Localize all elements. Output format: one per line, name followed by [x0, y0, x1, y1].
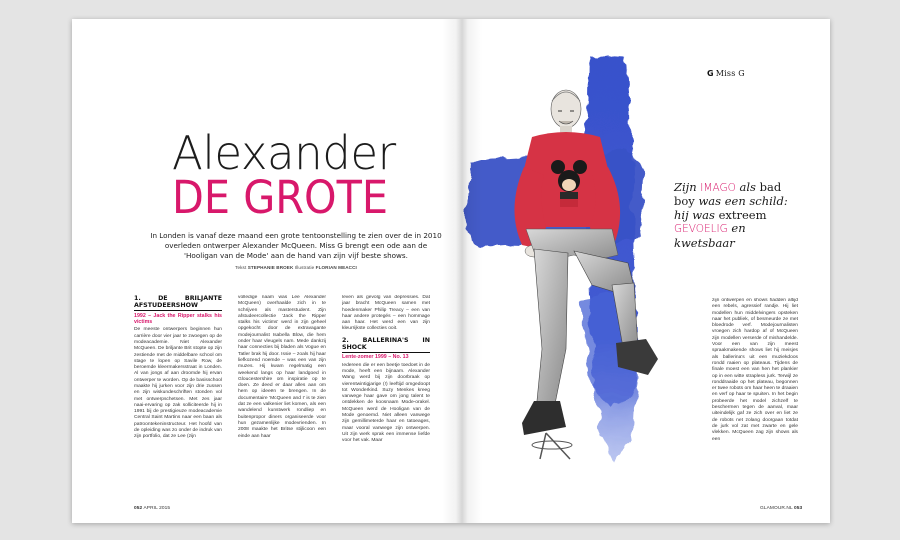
section-2-heading: 2. BALLERINA'S IN SHOCK — [342, 336, 430, 351]
body-column-1 — [134, 295, 222, 499]
credits-line — [150, 265, 442, 270]
column-1-text: De meeste ontwerpers beginnen hun carrière door vier jaar te zwoegen op de modeacademie. Niet Alexander McQueen. De briljante Brit stopte op zijn zestiende met de middelbare school om stage te lopen op Savile Row, de beroemde kleermakersstraat in Londen. Al van jongs af aan droomde hij ervan ontwerper te worden. Op de basisschool maakte hij jurken voor zijn drie zussen en zijn wiskundeschriften stonden vol met ontwerpschetsen. Met zes jaar naai-ervaring op zak solliciteerde hij in 1991 bij de prestigieuze modeacademie Central Saint Martins naar een baan als patroontekeninstructeur. Het hoofd van de opleiding was zo onder de indruk van zijn portfolio, dat ze Lee (zijn — [134, 327, 222, 440]
issue-date: APRIL 2015 — [143, 506, 171, 511]
column-2-text: volledige naam was Lee Alexander McQueen) overhaalde zich in te schrijven als masterstudent. Zijn afstudeercollectie 'Jack the Ripper stalks his victims' werd in zijn geheel opgekocht door de extravagante modejournalist Isabella Blow, die hem onder haar vleugels nam. Mede dankzij haar connecties bij bladen als Vogue en Tatler brak hij door. Issie – zoals hij haar liefkozend noemde – was een van zijn muzes. Hij kwam regelmatig een weekend langs op haar landgoed in Gloucestershire om inspiratie op te doen. Ze deed er daar alles aan om hem op ideeën te brengen. In de documentaire 'McQueen and I' is te zien dat ze een valkenier liet komen, als een wandelend kunstwerk rondliep en buitenpropor diners organiseerde voor hun gezamenlijke modevrienden. In 2008 maakte het Britse stijlicoon een einde aan haar — [238, 295, 326, 439]
magazine-spread — [72, 19, 830, 523]
intro-paragraph: In Londen is vanaf deze maand een grote tentoonstelling te zien over de in 2010 overleden ontwerper Alexander McQueen. Miss G brengt een ode aan de 'Hooligan van de Mode' aan de hand van zijn vijf beste shows. — [150, 231, 442, 261]
body-column-3 — [342, 295, 430, 505]
credits-illustration-author: FLORIAN MEACCI — [315, 265, 357, 270]
quote-highlight-1: IMAGO — [700, 182, 736, 194]
brand-name: Miss G — [715, 69, 745, 78]
quote-part-4: was een schild: hij was — [674, 194, 788, 222]
portrait-illustration — [462, 49, 692, 469]
page-number-left: 052 — [134, 506, 143, 511]
right-column-text: zijn ontwerpen en shows hadden altijd een rebels, agressief randje. Hij liet modellen hun middelvingers opsteken naar het publiek, of besmeurde ze met bloedrode verf. Modejournalisten vroegen zich hardop af of McQueen zijn modellen verserde of mishandelde. Voor een van zijn meest spraakmakende shows liet hij meisjes als ballerina's uit een muziekdoos rondd raaien op plateaus. Tijdens de finale moest een van hen het plankier op in een witte strapless jurk. Terwijl ze ronddraaide op het plateau, begonnen er twee robots om haar heen te draaien en verf op haar te spuiten. In het begin probeerde het model zichzelf te beschermen tegen de aanval, maar uiteindelijk gaf ze zich over en liet ze de robots net zolang doorgaan totdat de jurk vol zat met zwarte en gele vlekken. McQueen zag zijn shows als een — [712, 298, 798, 442]
section-2-subheading: Lente-zomer 1999 – No. 13 — [342, 354, 409, 361]
section-2-rule — [342, 352, 430, 353]
article-headline — [172, 126, 407, 224]
section-1-rule — [134, 310, 222, 311]
credits-text-label: Tekst — [235, 265, 247, 270]
body-column-right — [712, 298, 798, 490]
quote-part-3: bad boy — [674, 180, 782, 209]
folio-right — [760, 506, 802, 511]
column-3-text-a: leven als gevolg van depressies. Dat jaar bracht McQueen samen met hoedenmaker Philip Treacy – een van haar andere protegés – een hommage aan haar. Het werd een van zijn kleurrijkste collecties ooit. — [342, 295, 430, 332]
section-brand-tag — [707, 69, 745, 78]
body-column-2 — [238, 295, 326, 505]
credits-text-author: STEPHANIE BROEK — [247, 265, 294, 270]
section-1-subheading: 1992 – Jack the Ripper stalks his victims — [134, 312, 222, 325]
page-number-right: 053 — [793, 506, 803, 511]
credits-illustration-label: Illustratie — [294, 265, 315, 270]
quote-highlight-2: GEVOELIG — [674, 223, 728, 236]
quote-part-2: als — [735, 180, 760, 194]
quote-part-5: extreem — [718, 207, 767, 222]
headline-line-2: DE GROTE — [172, 171, 389, 224]
quote-part-6: en kwetsbaar — [674, 221, 746, 250]
headline-line-1: Alexander — [172, 126, 396, 180]
right-page — [462, 19, 830, 523]
left-page — [72, 19, 462, 523]
brand-mark: G — [707, 69, 714, 78]
column-3-text-b: Iedereen die er een beetje toedoet in de mode, heeft een bijnaam. Alexander Wang werd bij zijn doorbraak op vierentwintigjarige (!) leeftijd omgedoopt tot Wonderkind. Suzy Menkes kreeg vanwege haar gave om jong talent te ontdekken de koosnaam Mode-orakel. McQueen werd de Hooligan van de Mode genoemd. Niet alleen vanwege zijn gemillimeterde haar en tatoeages, maar vooral vanwege zijn ontwerpen. Uit zijn werk sprak een immense liefde voor het vak. Maar — [342, 362, 430, 444]
quote-part-1: Zijn — [674, 180, 701, 194]
site-name: GLAMOUR.NL — [760, 506, 793, 511]
seated-figure — [514, 90, 658, 459]
folio-left — [134, 506, 170, 511]
pull-quote — [674, 181, 789, 250]
section-1-heading: 1. DE BRILJANTE AFSTUDEERSHOW — [134, 295, 222, 309]
